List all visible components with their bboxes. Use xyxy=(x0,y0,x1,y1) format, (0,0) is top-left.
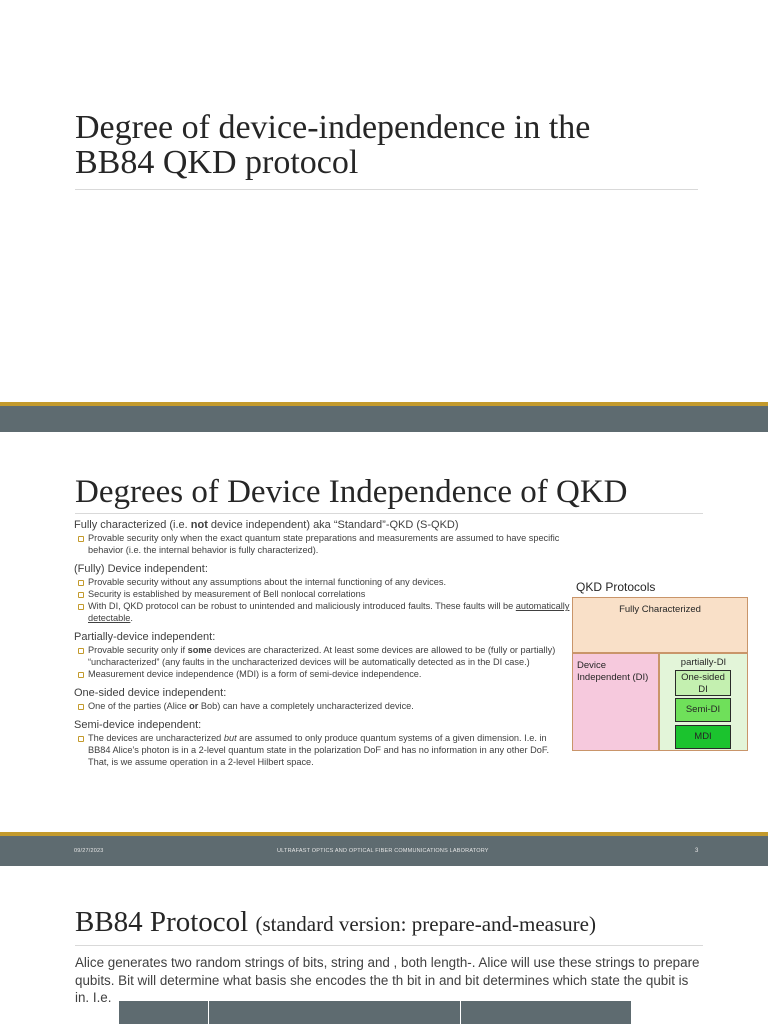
slide-3-paragraph: Alice generates two random strings of bits, string and , both length-. Alice will use these strings to prepare qubits. Bit will determine what basis she encodes the th bit in and bit determines which state the qubit is in. I.e. xyxy=(75,955,700,1005)
bullet-list xyxy=(74,644,570,680)
bullet-list xyxy=(74,732,570,768)
section-heading-fully-characterized: Fully characterized (i.e. not device independent) aka “Standard”-QKD (S-QKD) xyxy=(74,519,459,531)
partially-di-box: partially-DI xyxy=(659,653,748,751)
list-item: With DI, QKD protocol can be robust to unintended and maliciously introduced faults. These faults will be automatically detectable. xyxy=(88,601,570,623)
slide-3-title: BB84 Protocol (standard version: prepare-and-measure) xyxy=(75,906,596,938)
section-heading-partially-di: Partially-device independent: xyxy=(74,631,216,643)
slide-separator-bar xyxy=(0,406,768,432)
title-divider xyxy=(75,189,698,190)
slide-1 xyxy=(0,0,768,402)
list-item: Security is established by measurement of Bell nonlocal correlations xyxy=(88,588,570,600)
list-item: Provable security without any assumptions about the internal functioning of any devices. xyxy=(88,576,570,588)
section-heading-semi-di: Semi-device independent: xyxy=(74,719,202,731)
diagram-title: QKD Protocols xyxy=(576,580,656,594)
slide-1-title xyxy=(75,110,715,180)
table-header-cell xyxy=(209,1001,460,1024)
slide-1-title-line1: Degree of device-independence in the xyxy=(75,109,591,146)
semi-di-box: Semi-DI xyxy=(675,698,731,722)
footer-lab-name: ULTRAFAST OPTICS AND OPTICAL FIBER COMMUNICATIONS LABORATORY xyxy=(277,848,489,854)
list-item: One of the parties (Alice or Bob) can have a completely uncharacterized device. xyxy=(88,700,570,712)
bullet-list xyxy=(74,576,570,624)
bullet-list xyxy=(74,532,570,556)
footer-page-number: 3 xyxy=(695,848,699,854)
title-divider xyxy=(75,513,703,514)
section-heading-one-sided: One-sided device independent: xyxy=(74,687,227,699)
slide-2-footer xyxy=(0,836,768,866)
mdi-box: MDI xyxy=(675,725,731,749)
slide-2-content xyxy=(74,518,570,768)
automatically-detectable-text: automatically detectable xyxy=(88,601,570,623)
footer-date: 09/27/2023 xyxy=(74,848,104,854)
list-item: Provable security only if some devices are characterized. At least some devices are allowed to be (fully or partially) “uncharacterized” (any faults in the uncharacterized devices will be automatically detected as in the DI case.) xyxy=(88,644,570,668)
one-sided-di-box: One-sided DI xyxy=(675,670,731,696)
slide-2-title: Degrees of Device Independence of QKD xyxy=(75,474,628,510)
slide-2 xyxy=(0,432,768,836)
section-heading-device-independent: (Fully) Device independent: xyxy=(74,563,208,575)
slide-1-title-line2: BB84 QKD protocol xyxy=(75,144,359,181)
device-independent-box: Device Independent (DI) xyxy=(572,653,659,751)
fully-characterized-box: Fully Characterized xyxy=(572,597,748,653)
table-header-cell xyxy=(461,1001,631,1024)
list-item: The devices are uncharacterized but are assumed to only produce quantum systems of a given dimension. I.e. in BB84 Alice’s photon is in a 2-level quantum state in the polarization DoF and has no information in any other DoF. That, is we assume operation in a 2-level Hilbert space. xyxy=(88,732,570,768)
title-divider xyxy=(75,945,703,946)
list-item: Measurement device independence (MDI) is a form of semi-device independence. xyxy=(88,668,570,680)
list-item: Provable security only when the exact quantum state preparations and measurements are assumed to have specific behavior (i.e. the internal behavior is fully characterized). xyxy=(88,532,570,556)
bullet-list xyxy=(74,700,570,712)
table-header-cell xyxy=(119,1001,208,1024)
slide-3 xyxy=(0,866,768,1024)
